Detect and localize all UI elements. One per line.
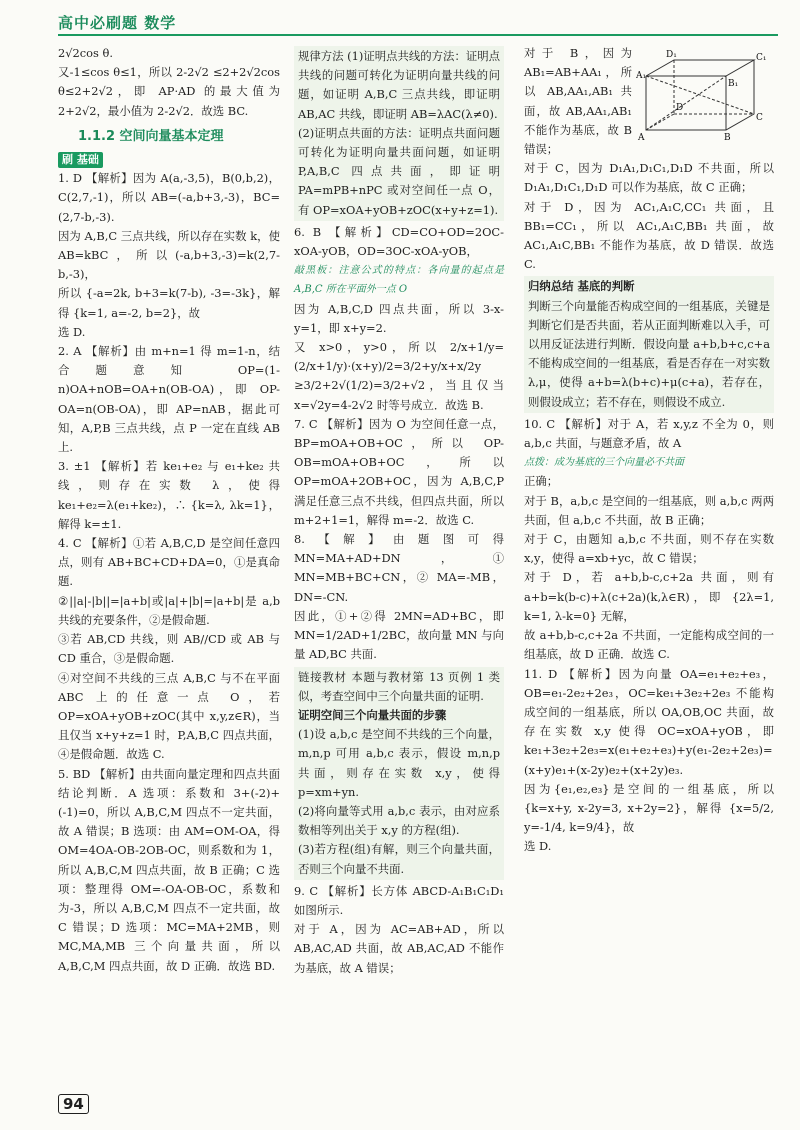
text-block: 规律方法 (1)证明点共线的方法：证明点共线的问题可转化为证明向量共线的问题，如证明 A,B,C 三点共线，即证明 AB,AC 共线，即证明 AB=λAC(λ≠0). [298,49,501,121]
text-block: 归纳总结 基底的判断 [528,279,635,294]
answer-4: 4. C 【解析】①若 A,B,C,D 是空间任意四点，则有 AB+BC+CD+DA=0，①是真命题. [58,536,280,589]
answer-3: 3. ±1 【解析】若 ke₁+e₂ 与 e₁+ke₂ 共线，则存在实数 λ，使得 ke₁+e₂=λ(e₁+ke₂)，∴ {k=λ, λk=1}，解得 k=±1. [58,459,280,531]
text-block: 选 D. [58,324,86,339]
vertex-label: B [724,133,731,142]
answer-1: 1. D 【解析】因为 A(a,-3,5)，B(0,b,2)，C(2,7,-1)，所以 AB=(-a,b+3,-3)，BC=(2,7-b,-3). [58,171,280,224]
method-box [294,46,504,221]
answer-7: 7. C 【解析】因为 O 为空间任意一点，BP=mOA+OB+OC，所以 OP-OB=mOA+OB+OC，所以 OP=mOA+2OB+OC，因为 A,B,C,P 满足任意三点不共线，但四点共面，所以 m+2+1=1，解得 m=-2．故选 C. [294,416,504,527]
column-left [58,44,280,976]
text-block: 对于 D，若 a+b,b-c,c+2a 共面，则有 a+b=k(b-c)+λ(c+2a)(k,λ∈R)，即 {2λ=1, k=1, λ-k=0} 无解， [524,570,774,623]
page-number: 94 [58,1094,89,1114]
header-rule [58,34,778,36]
text-block: (1)设 a,b,c 是空间不共线的三个向量，m,n,p 可用 a,b,c 表示，假设 m,n,p 共面，则存在实数 x,y，使得 p=xm+yn. [298,727,500,799]
cuboid-figure [636,48,770,142]
vertex-label: D₁ [666,50,677,60]
text-block: 又-1≤cos θ≤1，所以 2-2√2 ≤2+2√2cos θ≤2+2√2，即 AP·AD 的最大值为 2+2√2，最小值为 2-2√2．故选 BC. [58,65,280,118]
section-title: 1.1.2 空间向量基本定理 [78,128,224,144]
text-block: 证明空间三个向量共面的步骤 [298,707,447,722]
text-block: 判断三个向量能否构成空间的一组基底，关键是判断它们是否共面，若从正面判断难以入手，可以用反证法进行判断．假设向量 a+b,b+c,c+a 不能构成空间的一组基底，看是否存在一对实数 λ,μ，使得 a+b=λ(b+c)+μ(c+a)，若存在，则假设成立；若不存在，则假设不成立. [528,298,770,409]
text-block: (2)证明点共面的方法：证明点共面问题可转化为证明向量共面问题，如证明 P,A,B,C 四点共面，即证明 PA=mPB+nPC 或对空间任一点 O，有 OP=xOA+yOB+zOC(x+y+z=1). [298,125,500,217]
column-middle [294,44,504,978]
cuboid-hidden-edge [646,114,674,130]
text-block: (2)将向量等式用 a,b,c 表示，由对应系数相等列出关于 x,y 的方程(组). [298,803,500,838]
answer-2: 2. A 【解析】由 m+n=1 得 m=1-n，结合题意知 OP=(1-n)OA+nOB=OA+n(OB-OA)，即 OP-OA=n(OB-OA)，即 AP=nAB，据此可知，A,P,B 三点共线，点 P 一定在直线 AB 上. [58,344,280,455]
answer-8: 8.【解】由题图可得 MN=MA+AD+DN，① MN=MB+BC+CN，② MA=-MB，DN=-CN. [294,532,504,604]
text-block: (3)若方程(组)有解，则三个向量共面，否则三个向量不共面. [298,842,500,876]
vertex-label: C [756,113,763,123]
vertex-label: A₁ [636,71,647,81]
vertex-label: C₁ [756,53,767,63]
vertex-label: A [638,133,645,142]
margin-note: 敲黑板：注意公式的特点：各向量的起点是 A,B,C 所在平面外一点 O [294,265,504,296]
text-block: 对于 C，因为 D₁A₁,D₁C₁,D₁D 不共面，所以 D₁A₁,D₁C₁,D₁D 可以作为基底，故 C 正确； [524,161,774,195]
vertex-label: D [676,103,684,113]
header-title: 高中必刷题 数学 [58,14,177,32]
answer-9: 9. C 【解析】长方体 ABCD-A₁B₁C₁D₁ 如图所示. [294,883,504,917]
answer-5: 5. BD 【解析】由共面向量定理和四点共面结论判断．A 选项：系数和 3+(-2)+(-1)=0，所以 A,B,C,M 四点不一定共面，故 A 错误；B 选项：由 AM=OM-OA，得 OM=4OA-OB-2OB-OC，则系数和为 1，所以 A,B,C,M 四点共面，故 B 正确；C 选项：整理得 OM=-OA-OB-OC，系数和为-3，所以 A,B,C,M 四点不一定共面，故 C 错误；D 选项：MC=MA+2MB，则 MC,MA,MB 三个向量共面，所以 A,B,C,M 四点共面，故 D 正确．故选 BD. [58,766,280,973]
text-block: 因为{e₁,e₂,e₃}是空间的一组基底，所以 {k=x+y, x-2y=3, x+2y=2}，解得 {x=5/2, y=-1/4, k=9/4}，故 [524,781,774,835]
text-block: 所以 {-a=2k, b+3=k(7-b), -3=-3k}，解得 {k=1, a=-2, b=2}，故 [58,286,280,320]
text-block: ④对空间不共线的三点 A,B,C 与不在平面 ABC 上的任意一点 O，若 OP=xOA+yOB+zOC(其中 x,y,z∈R)，当且仅当 x+y+z=1 时，P,A,B,C 四点共面，④是假命题．故选 C. [58,670,280,762]
summary-box [524,276,774,412]
text-block: 因此，①+②得 2MN=AD+BC，即 MN=1/2AD+1/2BC，故向量 MN 与向量 AD,BC 共面. [294,608,504,662]
text-block: 正确； [524,474,559,489]
text-block: 因为 A,B,C,D 四点共面，所以 3-x-y=1，即 x+y=2. [294,301,504,335]
text-block: 因为 A,B,C 三点共线，所以存在实数 k，使 AB=kBC，所以(-a,b+3,-3)=k(2,7-b,-3)， [58,228,280,282]
text-block: 链接教材 本题与教材第 13 页例 1 类似，考查空间中三个向量共面的证明. [298,669,500,703]
cuboid-top-face [646,60,754,76]
text-block: 2√2cos θ. [58,46,113,60]
textbook-link-box [294,667,504,880]
answer-6: 6. B 【解析】CD=CO+OD=2OC-xOA-yOB，OD=3OC-xOA-yOB， [294,224,504,259]
vertex-label: B₁ [728,79,739,89]
text-block: 对于 A，因为 AC=AB+AD，所以 AB,AC,AD 共面，故 AB,AC,AD 不能作为基底，故 A 错误； [294,922,504,975]
text-block: 对于 D，因为 AC₁,A₁C,CC₁ 共面，且 BB₁=CC₁，所以 AC₁,A₁C,BB₁ 共面，故 AC₁,A₁C,BB₁ 不能作为基底，故 D 错误．故选 C. [524,199,774,272]
section-tag: 刷 基础 [58,150,280,169]
text-block: 选 D. [524,839,552,854]
margin-note: 点拨：成为基底的三个向量必不共面 [524,457,684,469]
text-block: 对于 B，a,b,c 是空间的一组基底，则 a,b,c 两两共面，但 a,b,c 不共面，故 B 正确； [524,493,774,527]
text-block: 故 a+b,b-c,c+2a 不共面，一定能构成空间的一组基底，故 D 正确．故选 C. [524,628,774,662]
text-block: 对于 C，由题知 a,b,c 不共面，则不存在实数 x,y，使得 a=xb+yc，故 C 错误； [524,532,774,566]
answer-11: 11. D 【解析】因为向量 OA=e₁+e₂+e₃，OB=e₁-2e₂+2e₃，OC=ke₁+3e₂+2e₃ 不能构成空间的一组基底，所以 OA,OB,OC 共面，故存在实数 x,y 使得 OC=xOA+yOB，即 ke₁+3e₂+2e₃=x(e₁+e₂+e₃)+y(e₁-2e₂+2e₃)=(x+y)e₁+(x-2y)e₂+(x+2y)e₃. [524,666,774,777]
text-block: ③若 AB,CD 共线，则 AB//CD 或 AB 与 CD 重合，③是假命题. [58,632,280,666]
answer-10: 10. C 【解析】对于 A，若 x,y,z 不全为 0，则 a,b,c 共面，与题意矛盾，故 A [524,416,774,451]
text-block: 又 x>0，y>0，所以 2/x+1/y=(2/x+1/y)·(x+y)/2=3/2+y/x+x/2y ≥3/2+2√(1/2)=3/2+√2，当且仅当 x=√2y=4-2√2 时等号成立．故选 B. [294,340,504,412]
text-block: ②||a|-|b||=|a+b|或|a|+|b|=|a+b|是 a,b 共线的充要条件，②是假命题. [58,593,280,627]
column-right [524,44,774,857]
text-block: 对于 B，因为 AB₁=AB+AA₁，所以 AB,AA₁,AB₁ 共面，故 AB,AA₁,AB₁ 不能作为基底，故 B 错误； [524,46,632,157]
cuboid-diagonal [646,76,726,130]
